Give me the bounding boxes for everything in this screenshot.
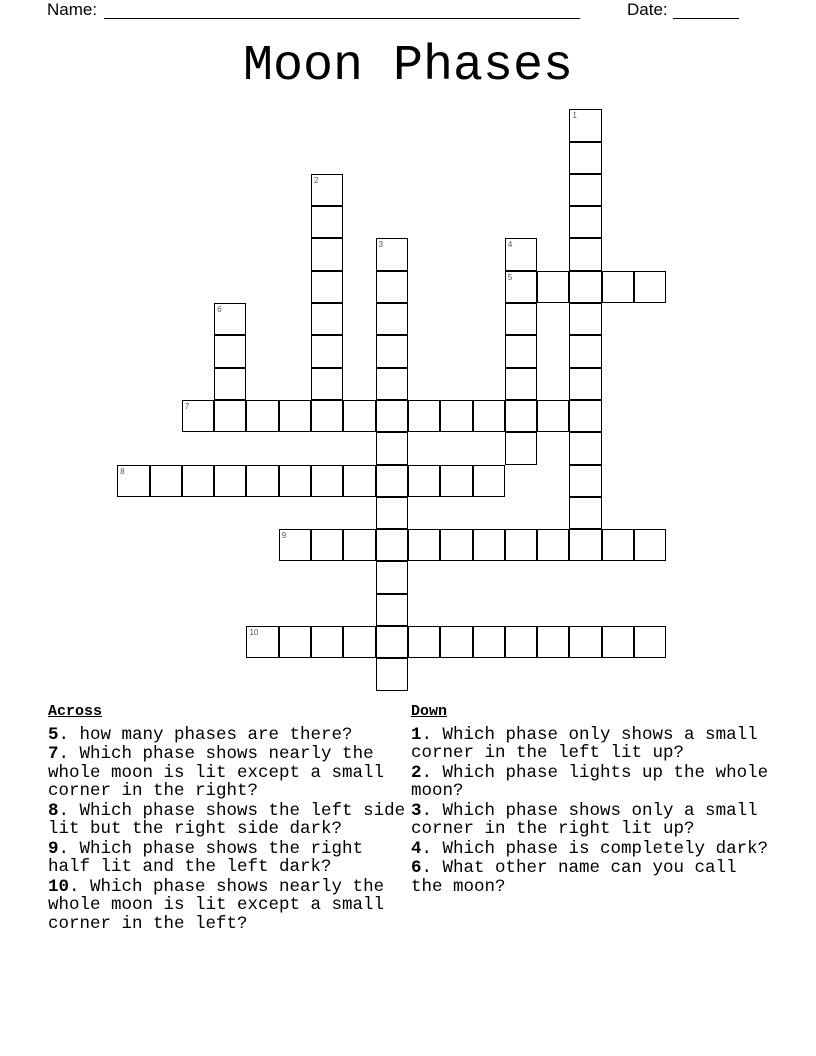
grid-cell[interactable] [537, 400, 569, 432]
cell-number: 7 [184, 401, 190, 411]
name-label: Name: [47, 0, 98, 19]
clue-text: . Which phase lights up the whole moon? [411, 762, 769, 801]
clue-across-10 [48, 878, 413, 934]
grid-cell[interactable] [343, 529, 375, 561]
down-clues [411, 703, 776, 897]
grid-cell[interactable] [408, 400, 440, 432]
grid-cell[interactable] [602, 626, 634, 658]
date-field[interactable] [673, 18, 739, 19]
grid-cell[interactable] [376, 400, 408, 432]
grid-cell[interactable] [376, 497, 408, 529]
grid-cell[interactable] [569, 368, 601, 400]
grid-cell[interactable] [569, 142, 601, 174]
grid-cell[interactable] [569, 206, 601, 238]
grid-cell[interactable] [311, 626, 343, 658]
grid-cell[interactable] [408, 529, 440, 561]
grid-cell[interactable] [214, 400, 246, 432]
clue-down-2 [411, 764, 776, 801]
across-clues [48, 703, 413, 934]
grid-cell[interactable] [537, 271, 569, 303]
grid-cell[interactable] [569, 400, 601, 432]
clue-text: . how many phases are there? [58, 724, 353, 745]
grid-cell[interactable] [473, 529, 505, 561]
clue-across-9 [48, 840, 413, 877]
grid-cell[interactable] [343, 465, 375, 497]
grid-cell[interactable] [214, 303, 246, 335]
clue-text: . Which phase shows the right half lit and the left dark? [48, 838, 364, 877]
grid-cell[interactable] [279, 465, 311, 497]
grid-cell[interactable] [343, 626, 375, 658]
grid-cell[interactable] [311, 368, 343, 400]
grid-cell[interactable] [440, 400, 472, 432]
grid-cell[interactable] [376, 465, 408, 497]
clue-number: 5 [48, 724, 59, 745]
down-heading: Down [411, 703, 448, 720]
grid-cell[interactable] [311, 303, 343, 335]
grid-cell[interactable] [246, 400, 278, 432]
grid-cell[interactable] [569, 529, 601, 561]
grid-cell[interactable] [150, 465, 182, 497]
cell-number: 3 [378, 240, 384, 250]
clue-across-7 [48, 745, 413, 801]
name-field[interactable] [104, 18, 580, 19]
grid-cell[interactable] [311, 206, 343, 238]
grid-cell[interactable] [279, 626, 311, 658]
grid-cell[interactable] [376, 238, 408, 270]
grid-cell[interactable] [408, 626, 440, 658]
grid-cell[interactable] [440, 626, 472, 658]
grid-cell[interactable] [440, 529, 472, 561]
grid-cell[interactable] [634, 529, 666, 561]
grid-cell[interactable] [473, 465, 505, 497]
grid-cell[interactable] [569, 174, 601, 206]
grid-cell[interactable] [311, 465, 343, 497]
grid-cell[interactable] [376, 529, 408, 561]
clue-text: . Which phase only shows a small corner in the left lit up? [411, 724, 758, 763]
grid-cell[interactable] [311, 335, 343, 367]
grid-cell[interactable] [376, 368, 408, 400]
grid-cell[interactable] [569, 109, 601, 141]
grid-cell[interactable] [473, 626, 505, 658]
grid-cell[interactable] [182, 465, 214, 497]
clue-across-5 [48, 726, 413, 745]
grid-cell[interactable] [505, 368, 537, 400]
clue-number: 1 [411, 724, 422, 745]
grid-cell[interactable] [569, 238, 601, 270]
cell-number: 8 [120, 466, 125, 476]
cell-number: 9 [281, 531, 287, 541]
grid-cell[interactable] [505, 335, 537, 367]
clue-down-4 [411, 840, 776, 859]
grid-cell[interactable] [602, 271, 634, 303]
clue-number: 9 [48, 838, 59, 859]
page-title: Moon Phases [242, 38, 574, 95]
clue-down-3 [411, 802, 776, 839]
grid-cell[interactable] [311, 271, 343, 303]
grid-cell[interactable] [537, 626, 569, 658]
clue-down-1 [411, 726, 776, 763]
grid-cell[interactable] [634, 626, 666, 658]
grid-cell[interactable] [440, 465, 472, 497]
grid-cell[interactable] [505, 400, 537, 432]
clue-number: 10 [48, 876, 70, 897]
grid-cell[interactable] [569, 335, 601, 367]
grid-cell[interactable] [569, 271, 601, 303]
grid-cell[interactable] [214, 335, 246, 367]
grid-cell[interactable] [279, 529, 311, 561]
grid-cell[interactable] [569, 303, 601, 335]
grid-cell[interactable] [311, 400, 343, 432]
grid-cell[interactable] [246, 626, 278, 658]
grid-cell[interactable] [505, 303, 537, 335]
clue-text: . What other name can you call the moon? [411, 858, 737, 897]
grid-cell[interactable] [569, 626, 601, 658]
grid-cell[interactable] [473, 400, 505, 432]
clue-number: 2 [411, 762, 422, 783]
across-heading: Across [48, 703, 103, 720]
grid-cell[interactable] [505, 529, 537, 561]
grid-cell[interactable] [602, 529, 634, 561]
clue-number: 6 [411, 858, 422, 878]
clue-number: 8 [48, 800, 59, 821]
grid-cell[interactable] [376, 594, 408, 626]
clue-text: . Which phase shows only a small corner in the right lit up? [411, 800, 758, 839]
clue-across-8 [48, 802, 413, 839]
grid-cell[interactable] [569, 497, 601, 529]
grid-cell[interactable] [505, 271, 537, 303]
cell-number: 2 [314, 175, 319, 185]
grid-cell[interactable] [182, 400, 214, 432]
cell-number: 4 [507, 240, 513, 250]
clue-number: 7 [48, 744, 59, 764]
grid-cell[interactable] [279, 400, 311, 432]
clue-text: . Which phase shows nearly the whole moon is lit except a small corner in the left? [48, 876, 385, 934]
date-label: Date: [627, 0, 668, 19]
grid-cell[interactable] [408, 465, 440, 497]
grid-cell[interactable] [376, 303, 408, 335]
grid-cell[interactable] [376, 561, 408, 593]
grid-cell[interactable] [505, 432, 537, 464]
grid-cell[interactable] [311, 238, 343, 270]
grid-cell[interactable] [214, 465, 246, 497]
grid-cell[interactable] [376, 335, 408, 367]
clue-text: . Which phase is completely dark? [421, 838, 769, 859]
clue-text: . Which phase shows the left side lit but the right side dark? [48, 800, 406, 839]
clue-number: 3 [411, 800, 422, 821]
cell-number: 10 [249, 628, 259, 638]
grid-cell[interactable] [569, 465, 601, 497]
grid-cell[interactable] [505, 626, 537, 658]
grid-cell[interactable] [569, 432, 601, 464]
clue-number: 4 [411, 838, 422, 859]
grid-cell[interactable] [311, 529, 343, 561]
grid-cell[interactable] [246, 465, 278, 497]
grid-cell[interactable] [117, 465, 149, 497]
grid-cell[interactable] [376, 432, 408, 464]
grid-cell[interactable] [634, 271, 666, 303]
grid-cell[interactable] [214, 368, 246, 400]
clue-text: . Which phase shows nearly the whole moon is lit except a small corner in the right? [48, 744, 385, 801]
cell-number: 5 [507, 272, 513, 282]
cell-number: 6 [217, 305, 222, 315]
grid-cell[interactable] [311, 174, 343, 206]
grid-cell[interactable] [376, 658, 408, 690]
cell-number: 1 [572, 111, 577, 121]
grid-cell[interactable] [376, 626, 408, 658]
grid-cell[interactable] [376, 271, 408, 303]
grid-cell[interactable] [505, 238, 537, 270]
clue-down-6 [411, 859, 776, 896]
grid-cell[interactable] [343, 400, 375, 432]
grid-cell[interactable] [537, 529, 569, 561]
